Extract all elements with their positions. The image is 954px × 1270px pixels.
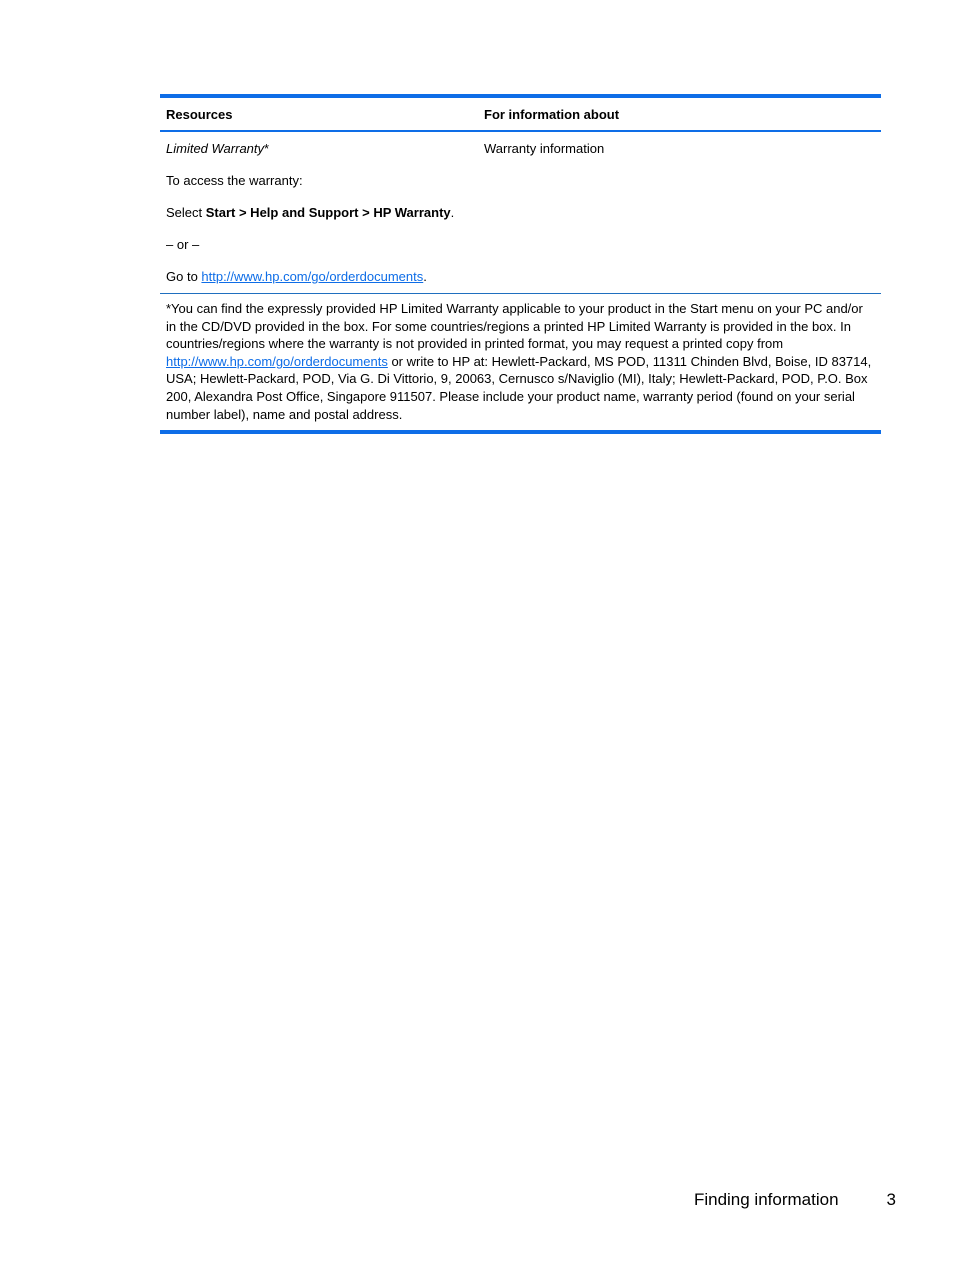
footer-section-title: Finding information — [693, 1190, 839, 1209]
table-header-row — [160, 98, 881, 132]
table-bottom-rule — [160, 430, 881, 434]
resource-asterisk: * — [264, 141, 270, 156]
select-instruction: Select Start > Help and Support > HP Warranty. — [166, 205, 455, 220]
resources-table — [160, 94, 881, 434]
header-resources: Resources — [166, 106, 233, 122]
goto-instruction: Go to http://www.hp.com/go/orderdocuments. — [166, 269, 427, 284]
select-path: Start > Help and Support > HP Warranty — [205, 205, 451, 220]
info-cell: Warranty information — [484, 141, 605, 156]
table-row — [160, 140, 881, 286]
page-number: 3 — [886, 1190, 896, 1209]
resource-title — [166, 140, 484, 158]
or-separator: – or – — [166, 237, 200, 252]
orderdocuments-link[interactable]: http://www.hp.com/go/orderdocuments — [201, 269, 424, 284]
page-footer — [694, 1190, 896, 1210]
resource-name: Limited Warranty — [166, 141, 265, 156]
footnote-orderdocuments-link[interactable]: http://www.hp.com/go/orderdocuments — [166, 353, 388, 369]
resource-cell — [160, 140, 484, 286]
header-information: For information about — [484, 106, 620, 122]
access-intro: To access the warranty: — [166, 173, 303, 188]
warranty-footnote: *You can find the expressly provided HP Limited Warranty applicable to your product in the Start menu on your PC and/or in the CD/DVD provided in the box. For some countries/regions a printed HP Limited Warranty is provided in the box. In countries/regions where the warranty is not provided in printed format, you may request a printed copy from http://www.hp.com/go/orderdocuments or write to HP at: Hewlett-Packard, MS POD, 11311 Chinden Blvd, Boise, ID 83714, USA; Hewlett-Packard, POD, Via G. Di Vittorio, 9, 20063, Cernusco s/Naviglio (MI), Italy; Hewlett-Packard, POD, P.O. Box 200, Alexandra Post Office, Singapore 911507. Please include your product name, warranty period (found on your serial number label), name and postal address. — [166, 301, 872, 422]
